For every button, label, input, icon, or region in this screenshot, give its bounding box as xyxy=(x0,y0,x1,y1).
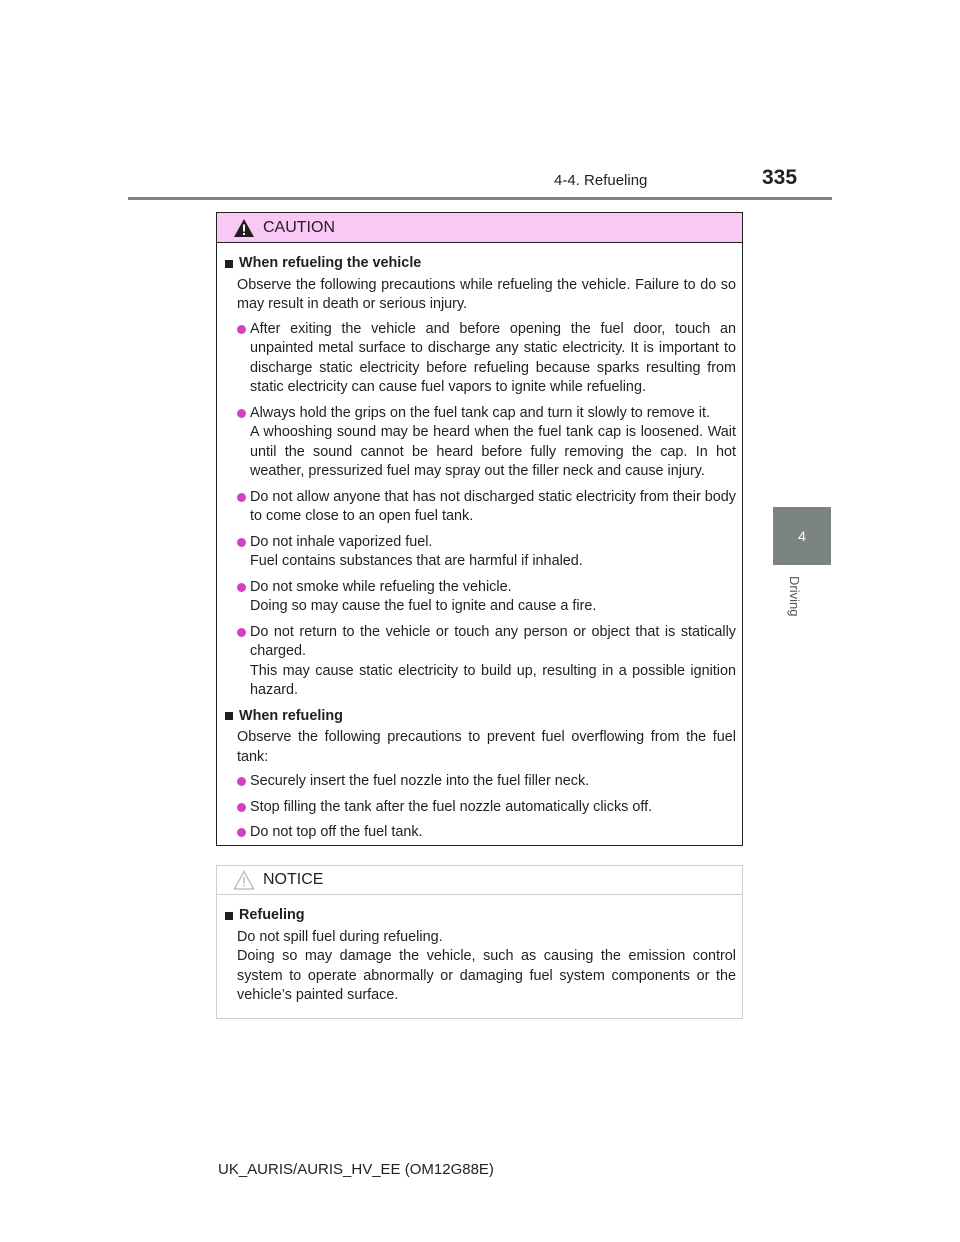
bullet-dot-icon xyxy=(237,409,246,418)
bullet-dot-icon xyxy=(237,583,246,592)
bullet-dot-icon xyxy=(237,325,246,334)
list-item: Do not top off the fuel tank. xyxy=(225,823,736,843)
list-item: After exiting the vehicle and before opening the fuel door, touch an unpainted metal surface to discharge any static electricity. It is important to discharge static electricity before refueling because sparks resulting from static electricity can cause fuel vapors to ignite while refueling. xyxy=(225,320,736,398)
notice-text: Do not spill fuel during refueling. Doing so may damage the vehicle, such as causing the emission control system to operate abnormally or damaging fuel system components or the vehicle’s painted surface. xyxy=(237,928,736,1003)
chapter-title: Driving xyxy=(787,576,802,617)
section-title: 4-4. Refueling xyxy=(554,172,648,189)
list-item: Stop filling the tank after the fuel nozzle automatically clicks off. xyxy=(225,798,736,818)
caution-section-intro: Observe the following precautions to prevent fuel overflowing from the fuel tank: xyxy=(237,729,736,765)
caution-title: CAUTION xyxy=(263,218,335,236)
header-rule xyxy=(128,197,832,200)
warning-triangle-outline-icon xyxy=(233,870,255,890)
warning-triangle-icon xyxy=(233,218,255,238)
chapter-tab[interactable]: 4 xyxy=(773,507,831,565)
caution-header xyxy=(217,213,742,243)
list-item: Always hold the grips on the fuel tank cap and turn it slowly to remove it. A whooshing sound may be heard when the fuel tank cap is loosened. Wait until the sound cannot be heard before fully removing the cap. In hot weather, pressurized fuel may spray out the filler neck and cause injury. xyxy=(225,404,736,482)
model-code: UK_AURIS/AURIS_HV_EE (OM12G88E) xyxy=(218,1161,494,1178)
notice-header xyxy=(217,866,742,895)
caution-section-intro: Observe the following precautions while refueling the vehicle. Failure to do so may result in death or serious injury. xyxy=(237,276,736,312)
list-item: Do not smoke while refueling the vehicle. Doing so may cause the fuel to ignite and cause a fire. xyxy=(225,578,736,617)
notice-title: NOTICE xyxy=(263,871,324,888)
chapter-label xyxy=(782,576,822,616)
caution-section-heading: When refueling xyxy=(225,707,736,727)
caution-box xyxy=(216,212,743,846)
bullet-dot-icon xyxy=(237,777,246,786)
notice-body xyxy=(217,895,742,1006)
bullet-dot-icon xyxy=(237,828,246,837)
notice-box xyxy=(216,865,743,1019)
list-item: Do not allow anyone that has not discharged static electricity from their body to come close to an open fuel tank. xyxy=(225,488,736,527)
caution-section-heading: When refueling the vehicle xyxy=(225,254,736,274)
bullet-dot-icon xyxy=(237,538,246,547)
caution-body xyxy=(217,243,742,843)
list-item: Do not inhale vaporized fuel. Fuel contains substances that are harmful if inhaled. xyxy=(225,533,736,572)
notice-section-heading: Refueling xyxy=(225,906,736,926)
list-item: Do not return to the vehicle or touch any person or object that is statically charged. This may cause static electricity to build up, resulting in a possible ignition hazard. xyxy=(225,623,736,701)
bullet-dot-icon xyxy=(237,493,246,502)
bullet-dot-icon xyxy=(237,803,246,812)
list-item: Securely insert the fuel nozzle into the fuel filler neck. xyxy=(225,772,736,792)
page-number: 335 xyxy=(762,166,798,189)
bullet-dot-icon xyxy=(237,628,246,637)
